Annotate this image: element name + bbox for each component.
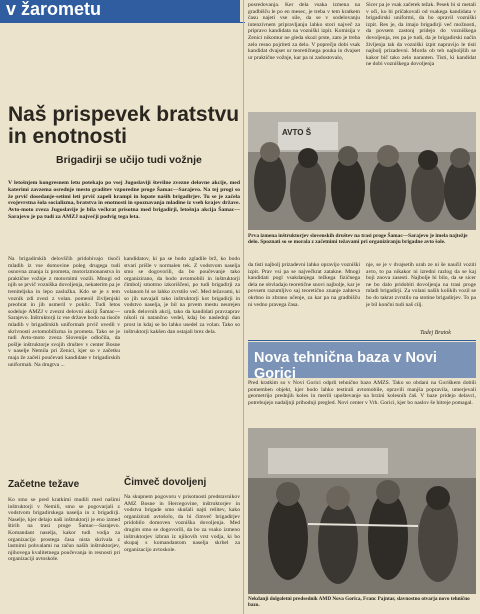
column-1-text-2: Ko smo se pred kratkimi mudili med našimi inštruktorji v Nemili, smo se pogovarjali z vodstvom brigadirskega naselja in z brigadirji. Naselje, kjer delajo naši inštruktorji je eno izmed štirih na trasi proge Šamac—Sarajevo. Komandant naselja, kakor tudi vodja za organizacijo prostega časa nista skrivala z lastnimi pohvalami na račun naših inštruktorjev, njihovega kvalitetnega poučevanja in resnosti pri organizaciji avtoskole. xyxy=(8,497,120,563)
ribbon-cutting-photo xyxy=(248,428,476,594)
column-2-heading: Čimveč dovoljenj xyxy=(124,477,207,488)
article-title: Naš prispevek bratstvu in enotnosti xyxy=(8,103,240,148)
column-2-text-2: Na skupnem pogovoru v prisotnosti predstavnikov AMZ Bosne in Hercegovine, inštruktorjev in vodstva brigade smo skušali najti rešitev, kako organizirati avtošolo, da bi čimveč brigadirjev pridobilo domoven vozniška dovoljenja. Med drugim smo se dogovorili, da bo za vsako izmeno inštruktorjev izbran iz njihovih vrst vodja, ki bo skupaj s komandantom naselja skrbel za organizacijo avtoskole. xyxy=(124,494,240,553)
section-header-label: v žarometu xyxy=(6,0,102,19)
box-title: Nova tehnična baza v Novi Gorici xyxy=(254,350,437,382)
box-text: Pred kratkim so v Novi Gorici odprli tehnično bazo AMZS. Tako so obdani na Goriškem dobili pomemben objekt, kjer bodo lahko testirali avtomobile, opravili manjša popravila, umerjevali geometrijo prednjih koles in merili upoštevanje na brzini kolesnih čaš. V baze pridejo delavci, potrebujejo nadaljnji prihodnji pregled. Novi center v Vrh. Gorici, kjer bo naslov še hitreje pomagal. xyxy=(248,380,476,406)
column-3-top-text: posredovanja. Ker dela vsaka izmena na gradbišču le po en mesec, je treba v tem kratkem času najeti vse sile, da se v sodelovanju intenzivnem pripravljanju lahko stori največ za pripravo kandidata na vozniški izpit. Komisija v Zenici nikomur ne gleda skozi prste, zato je treba zelo resno pojriteti za delo. V poprečju dobi vsak kandidat dvajset ur teoretičnega pouka in dvajset ur praktične vožnje, kar pa ni zadostovalo, xyxy=(248,2,360,61)
photo-2-caption: Nekdanji dolgoletni predsednik AMD Nova Gorica, Franc Pajntar, slavnostno otvarja novo tehnično bazo. xyxy=(248,596,470,608)
column-2-text: kandidatov, ki pa se bodo zgladile brž, ko bodo stvari prišle v normalen tek. Z vodstvom naselja smo se dogovorili, da bo poučevanje tako organizirano, da bodo avtomobili in inštruktorji čimbolj smotrno izkoriščeni, po tudi brigadirji za volanom bi se lahko zvrstilo več. Med težavami, ki so jih navajali tako inštruktorji kot brigadirji in vodstvo naselja, je bil na prvem mestu neurejen urnik delovnih akcij, tako da kandidati pravzaprav nikoli ni natančno vedel, kdaj bo naslednji dan prost in kdaj se bo lahko usedel za volan. Tako so inštruktorji kakšen dan ostajali brez dela. xyxy=(124,256,240,335)
column-4-mid-text: nje, se je v dvajsetih urah ze ni še naučil voziti avto, to pa nikakor ni izredni razlog da se kaj boji znova zasesti. Najbolje bi bilo, da se sicer ne bo dalo pridobiti dovoljenja na trasi proge mladi brigadirji. Za volani naših kolikih vozil se bo do takrat zvrstilo na stotine brigadirjev. To pa je bil končni tudi naš cilj. xyxy=(366,262,476,308)
article-lead: V letošnjem kongresnem letu potekajo po vsej Jugoslaviji številne zvezne delovne akcije, med katerimi zavzema osrednje mesto graditev vzporedne proge Šamac—Sarajevo. Na tej progi so že prvič dosedanje-setimi leti prvič zapeli krampi in lopate naših brigadirjev. Tu se je začela svojevrstna šola socializma, bratstva in enotnosti in spoznavanja mladine iz vseh krajev države. Avto-moto zveza Jugoslavije je bila večkrat prisotna med brigadirji, letošnja akcija Šamac—Sarajevo je pa tudi za AMZJ največji podvig tega leta. xyxy=(8,180,240,220)
column-1-text: Na brigadirskih delovščih pridobivajo tisoči mladih iz vse domovine poleg drugega tudi osnovna znanja iz prometa, motorizmonanstva in praktične vožnje z motornimi vozili. Mnogi od njih se prvič vozniška dovoljenja, nekaterim pa je treniteljska in lepo zaslužka. Kdo se je s tem voznik zdi zvezi z volan. pomenil življenjski preobrat in jih usmeril v poklic. Tudi letos sodeluje AMZJ v zvezni delovni akciji Šamac—Sarajevo. Inštruktorji iz vse države bodo na tisoče mladih v brigadirskih uniformah prvič uvedli v skrivnosti avtomobilizma in prometa. Tako se je tudi Avto-moto zveza Slovenije odločila, da pošlje inštruktorje svojih društev v center Bosne v naselje Nemila pri Zenici, kjer so v začetku maja že začeli poučevati kandidate v brigadirskih uniformah. Na drugtva ... xyxy=(8,256,120,368)
column-1-heading: Začetne težave xyxy=(8,479,80,490)
article-subtitle: Brigadirji se učijo tudi vožnje xyxy=(56,154,202,166)
author-name: Tadej Bratok xyxy=(420,330,451,336)
column-4-top-text: Sicer pa je vsak začetek težak. Pesek bi si metali v oči, ko bi pričakovali od vsakega kandidata v brigadirski uniformi, da bo opravil vozniški izpit. Res je, da imajo brigadirji več možnosti, da povsem zastonj pridejo do vozniškega dovoljenja, res pa je tudi, da je brigadirski način življenja tak da vozniški izpit napravijo le tisti najbolj prizadevni. Morda ob teh najboljših se kakor bič tako zelo naranten. Tisti, ki kandidat ne dobi vozniškega dovoljenja xyxy=(366,2,476,68)
column-divider xyxy=(243,0,244,614)
header-rule xyxy=(0,22,245,23)
photo-sign-text: AVTO Š xyxy=(282,128,312,137)
column-3-mid-text: da tisti najbolj prizadevni lahko opravijo vozniški izpit. Prav vsi pa se največkrat zatakne. Mnogi kandidati pogl vsakdanjega težkega fizičnega dela ne obvladajo teoretične snovi najbolje, kar je povsem razumljivo saj teoretično znanje zahteva okrbno in zbrano učenje, za kar pa na gradbišču ni vedno pravega časa. xyxy=(248,262,360,308)
box-rule xyxy=(248,340,476,341)
photo-1-caption: Prva izmena inštruktorjev slovenskih društev na trasi proge Šamac—Sarajevo je imela najtežje delo. Spoznati so se morala z začetnimi težavami pri organiziranju brigadne avto šole. xyxy=(248,233,468,246)
